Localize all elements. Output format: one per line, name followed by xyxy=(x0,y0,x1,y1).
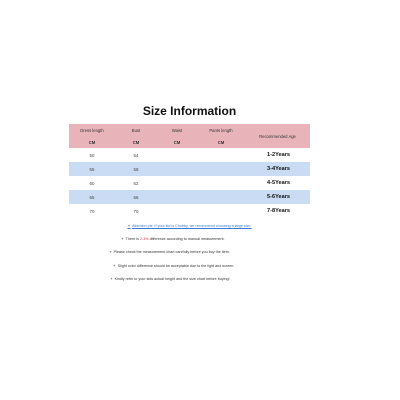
cell-bust: 66 xyxy=(115,190,157,204)
cell-pants-length xyxy=(197,190,245,204)
cell-waist xyxy=(157,204,197,218)
attention-note xyxy=(69,224,310,229)
note-text: difference according to manual measurement. xyxy=(148,236,225,241)
table-row xyxy=(69,204,310,218)
unit-dress-length: CM xyxy=(69,136,115,148)
table-row xyxy=(69,190,310,204)
unit-bust: CM xyxy=(115,136,157,148)
header-pants-length: Pants length xyxy=(197,124,245,136)
note-check-chart xyxy=(69,250,310,255)
star-icon: ✦ xyxy=(109,250,113,254)
table-header-row xyxy=(69,124,310,136)
cell-age: 1-2Years xyxy=(245,148,310,162)
cell-dress-length: 60 xyxy=(69,176,115,190)
cell-bust: 58 xyxy=(115,162,157,176)
cell-age: 4-5Years xyxy=(245,176,310,190)
page-title: Size Information xyxy=(142,104,237,118)
size-chart-image xyxy=(69,100,310,290)
note-text: Please check the measurement chart carefully before you buy the item. xyxy=(113,250,230,254)
cell-age: 7-8Years xyxy=(245,204,310,218)
note-text: There is xyxy=(125,236,140,241)
attention-text: Attention plz: If your kid is Chubby, we recommend choosing a large size. xyxy=(132,224,252,228)
cell-waist xyxy=(157,162,197,176)
table-row xyxy=(69,148,310,162)
star-icon: ✦ xyxy=(110,277,114,281)
note-text: Kindly refer to your kids actual height and the size chart before buying! xyxy=(114,277,230,281)
note-color-difference xyxy=(69,264,310,269)
note-text: Slight color difference should be acceptable due to the light and screen. xyxy=(117,263,235,268)
cell-dress-length: 55 xyxy=(69,162,115,176)
cell-pants-length xyxy=(197,148,245,162)
header-waist: Waist xyxy=(157,124,197,136)
highlight-text: 2-3% xyxy=(139,236,149,241)
star-icon: ✦ xyxy=(113,263,117,268)
cell-waist xyxy=(157,176,197,190)
cell-dress-length: 65 xyxy=(69,190,115,204)
note-refer-height xyxy=(69,277,310,282)
cell-age: 3-4Years xyxy=(245,162,310,176)
unit-waist: CM xyxy=(157,136,197,148)
star-icon: ✦ xyxy=(121,236,125,241)
cell-waist xyxy=(157,148,197,162)
star-icon: ✦ xyxy=(127,224,131,228)
unit-pants-length: CM xyxy=(197,136,245,148)
header-dress-length: Dress length xyxy=(69,124,115,136)
table-row xyxy=(69,176,310,190)
cell-pants-length xyxy=(197,176,245,190)
cell-waist xyxy=(157,190,197,204)
header-recommended-age: Recommended Age xyxy=(245,124,310,148)
table-row xyxy=(69,162,310,176)
size-table xyxy=(69,124,310,218)
notes-section xyxy=(69,224,310,291)
cell-pants-length xyxy=(197,162,245,176)
cell-bust: 62 xyxy=(115,176,157,190)
cell-dress-length: 50 xyxy=(69,148,115,162)
header-bust: Bust xyxy=(115,124,157,136)
note-measurement-difference xyxy=(69,237,310,242)
cell-dress-length: 70 xyxy=(69,204,115,218)
cell-bust: 70 xyxy=(115,204,157,218)
cell-bust: 54 xyxy=(115,148,157,162)
cell-pants-length xyxy=(197,204,245,218)
cell-age: 5-6Years xyxy=(245,190,310,204)
